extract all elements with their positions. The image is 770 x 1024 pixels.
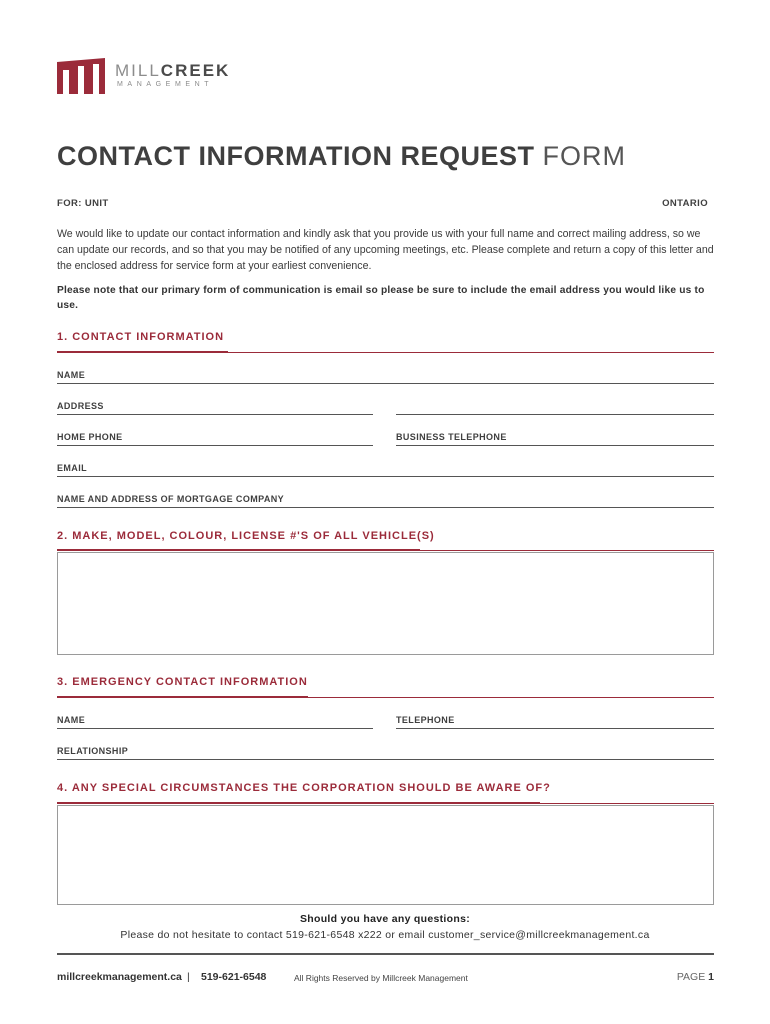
- name-field[interactable]: [57, 383, 714, 384]
- home-phone-field[interactable]: [57, 445, 373, 446]
- intro-paragraph: We would like to update our contact information and kindly ask that you provide us with your full name and correct mailing address, so we can update our records, and so that you may be notified of any upcoming meetings, etc. Please complete and return a copy of this letter and the enclosed address for service form at your earliest convenience.: [57, 228, 714, 272]
- address-label: ADDRESS: [57, 401, 104, 411]
- home-phone-label: HOME PHONE: [57, 432, 123, 442]
- vehicles-textarea[interactable]: [57, 552, 714, 655]
- relationship-label: RELATIONSHIP: [57, 746, 129, 756]
- section-emergency-title: 3. EMERGENCY CONTACT INFORMATION: [57, 676, 308, 688]
- footer-divider: [57, 953, 714, 955]
- footer-rights: All Rights Reserved by Millcreek Management: [294, 973, 468, 983]
- business-phone-label: BUSINESS TELEPHONE: [396, 432, 507, 442]
- section-accent-bar: [57, 549, 420, 551]
- questions-heading: Should you have any questions:: [299, 913, 471, 925]
- section-accent-bar: [57, 351, 228, 353]
- for-unit-label: FOR: UNIT: [57, 198, 109, 209]
- section-accent-bar: [57, 802, 540, 804]
- mortgage-field[interactable]: [57, 507, 714, 508]
- name-label: NAME: [57, 370, 86, 380]
- mortgage-label: NAME AND ADDRESS OF MORTGAGE COMPANY: [57, 494, 285, 504]
- contact-line: Please do not hesitate to contact 519-621-6548 x222 or email customer_service@millcreekmanagement.ca: [120, 929, 650, 941]
- footer-website-link[interactable]: millcreekmanagement.ca: [57, 971, 182, 983]
- address-field-line-1[interactable]: [57, 414, 373, 415]
- section-contact-title: 1. CONTACT INFORMATION: [57, 331, 225, 343]
- section-accent-bar: [57, 696, 308, 698]
- brand-wordmark: MILLCREEK: [115, 61, 231, 80]
- special-circumstances-textarea[interactable]: [57, 805, 714, 905]
- emergency-telephone-label: TELEPHONE: [396, 715, 455, 725]
- email-field[interactable]: [57, 476, 714, 477]
- emergency-telephone-field[interactable]: [396, 728, 714, 729]
- emergency-name-label: NAME: [57, 715, 86, 725]
- province-label: ONTARIO: [662, 198, 708, 209]
- email-note: Please note that our primary form of communication is email so please be sure to include the email address you would like us to use.: [57, 285, 705, 311]
- brand-subtitle: MANAGEMENT: [117, 81, 214, 88]
- section-special-title: 4. ANY SPECIAL CIRCUMSTANCES THE CORPORATION SHOULD BE AWARE OF?: [57, 782, 551, 794]
- business-phone-field[interactable]: [396, 445, 714, 446]
- emergency-name-field[interactable]: [57, 728, 373, 729]
- address-field-line-2[interactable]: [396, 414, 714, 415]
- millcreek-logo-icon: [57, 58, 105, 94]
- page-title: CONTACT INFORMATION REQUEST FORM: [57, 141, 626, 171]
- footer-separator: |: [187, 971, 190, 983]
- section-vehicles-title: 2. MAKE, MODEL, COLOUR, LICENSE #'S OF ALL VEHICLE(S): [57, 530, 435, 542]
- email-label: EMAIL: [57, 463, 87, 473]
- footer-phone: 519-621-6548: [201, 971, 267, 983]
- relationship-field[interactable]: [57, 759, 714, 760]
- page-number: PAGE 1: [676, 971, 714, 983]
